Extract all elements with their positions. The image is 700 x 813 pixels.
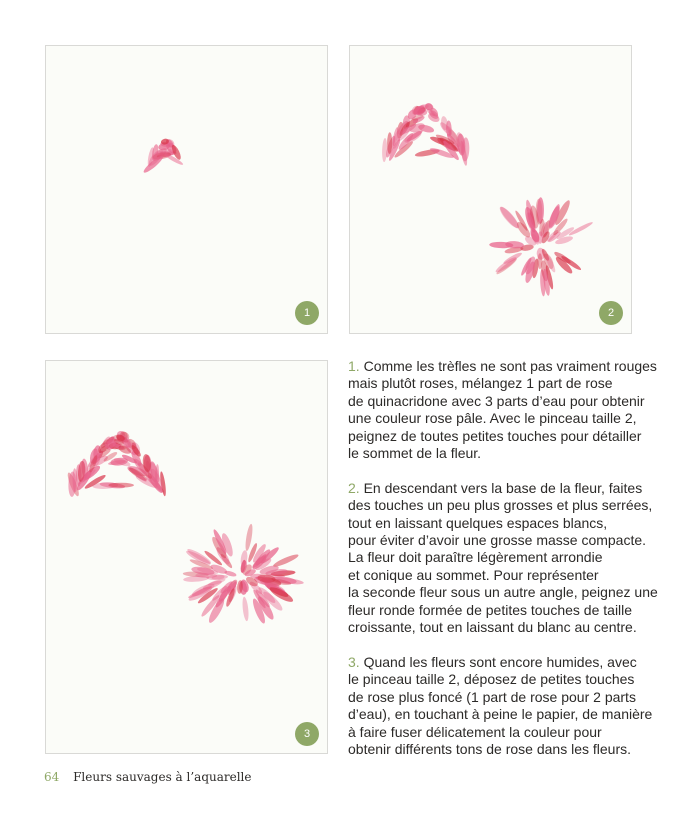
- step-badge-3: 3: [295, 722, 319, 746]
- text-line: [348, 619, 648, 636]
- instructions: [348, 358, 658, 776]
- line-text: d’eau), en touchant à peine le papier, de manière: [348, 706, 653, 723]
- text-line: [348, 445, 648, 462]
- text-line: [348, 584, 658, 601]
- text-line: [348, 706, 653, 723]
- line-text: peignez de toutes petites touches pour détailler: [348, 427, 642, 444]
- text-line: [348, 689, 648, 706]
- step-number: 3.: [348, 653, 360, 670]
- line-text: Comme les trèfles ne sont pas vraiment rouges: [363, 358, 657, 374]
- line-text: croissante, tout en laissant du blanc au centre.: [348, 619, 637, 636]
- line-text: En descendant vers la base de la fleur, faites: [363, 479, 643, 496]
- text-line: [348, 375, 648, 392]
- line-text: obtenir différents tons de rose dans les fleurs.: [348, 740, 632, 757]
- line-text: la seconde fleur sous un autre angle, peignez une: [348, 584, 658, 601]
- line-text: pour éviter d’avoir une grosse masse compacte.: [348, 532, 647, 549]
- step-badge-2: 2: [599, 301, 623, 325]
- step-1: [348, 358, 657, 462]
- brush-stroke: [244, 523, 254, 551]
- line-text: Quand les fleurs sont encore humides, avec: [363, 653, 637, 670]
- line-text: de quinacridone avec 3 parts d’eau pour obtenir: [348, 392, 645, 409]
- text-line: [348, 393, 648, 410]
- step-badge-1: 1: [295, 301, 319, 325]
- text-line: [348, 410, 648, 427]
- line-text: des touches un peu plus grosses et plus serrées,: [348, 497, 653, 514]
- text-line: [348, 549, 648, 566]
- brush-stroke: [242, 596, 250, 621]
- line-text: mais plutôt roses, mélangez 1 part de rose: [348, 375, 613, 392]
- line-text: le pinceau taille 2, déposez de petites touches: [348, 671, 635, 688]
- text-line: [348, 532, 648, 549]
- text-line: [348, 671, 648, 688]
- illustration-step-1: [45, 45, 328, 334]
- clover-flowers: [350, 46, 633, 335]
- line-text: de rose plus foncé (1 part de rose pour 2 parts: [348, 688, 636, 705]
- text-line: [348, 515, 648, 532]
- illustration-step-2: [349, 45, 632, 334]
- text-line: [348, 654, 648, 671]
- line-text: à faire fuser délicatement la couleur pour: [348, 723, 602, 740]
- text-line: [348, 497, 653, 514]
- text-line: [348, 428, 648, 445]
- line-text: le sommet de la fleur.: [348, 445, 482, 462]
- step-number: 2.: [348, 479, 360, 496]
- line-text: tout en laissant quelques espaces blancs,: [348, 514, 608, 531]
- text-line: [348, 480, 648, 497]
- text-line: [348, 724, 648, 741]
- page-number: 64: [44, 770, 60, 784]
- step-3: [348, 653, 653, 758]
- text-line: [348, 602, 648, 619]
- brush-stroke: [108, 483, 134, 488]
- brush-stroke: [494, 255, 518, 274]
- line-text: une couleur rose pâle. Avec le pinceau taille 2,: [348, 410, 637, 427]
- text-line: [348, 741, 648, 758]
- step-number: 1.: [348, 358, 360, 374]
- page-footer: [44, 770, 252, 784]
- illustration-step-3: [45, 360, 328, 754]
- line-text: et conique au sommet. Pour représenter: [348, 566, 599, 583]
- line-text: La fleur doit paraître légèrement arrondie: [348, 549, 603, 566]
- text-line: [348, 567, 648, 584]
- clover-flowers-finished: [46, 361, 329, 755]
- brush-stroke: [272, 553, 299, 569]
- book-title: Fleurs sauvages à l’aquarelle: [73, 770, 252, 784]
- text-line: [348, 358, 657, 375]
- step-2: [348, 479, 658, 637]
- brush-stroke: [382, 138, 388, 162]
- clover-sketch-small: [46, 46, 329, 335]
- line-text: fleur ronde formée de petites touches de taille: [348, 601, 633, 618]
